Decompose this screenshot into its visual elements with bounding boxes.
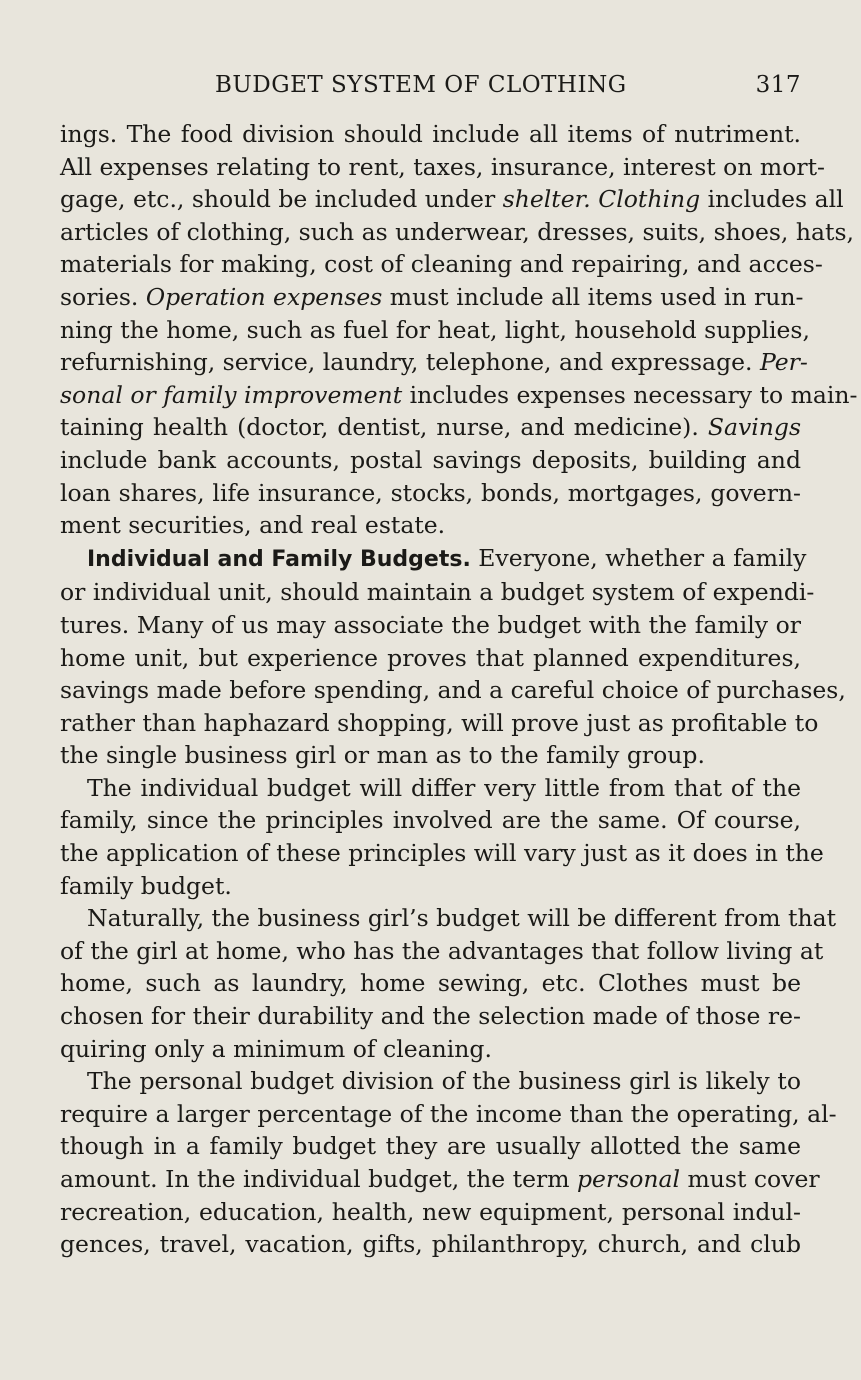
text-line (60, 216, 854, 249)
text-run: taining health (doctor, dentist, nurse, and medicine). (60, 413, 708, 442)
running-head-title: BUDGET SYSTEM OF CLOTHING (215, 72, 627, 98)
text-line (60, 609, 801, 642)
text-run: include bank accounts, postal savings deposits, building and (60, 445, 801, 474)
text-line (60, 1000, 801, 1033)
text-run: ning the home, such as fuel for heat, light, household supplies, (60, 315, 810, 344)
text-line (60, 542, 807, 577)
text-line (60, 281, 804, 314)
text-line (60, 248, 823, 281)
text-run: family, since the principles involved are the same. Of course, (60, 806, 801, 835)
text-line (60, 739, 801, 772)
text-run: The individual budget will differ very little from that of the (87, 773, 801, 802)
text-run: includes expenses necessary to main- (402, 380, 858, 409)
text-run: the single business girl or man as to the family group. (60, 741, 705, 770)
text-run: must include all items used in run- (382, 282, 804, 311)
text-run: though in a family budget they are usually allotted the same (60, 1132, 801, 1161)
text-line (60, 379, 858, 412)
text-line (60, 967, 801, 1000)
text-line (60, 1163, 820, 1196)
text-run: materials for making, cost of cleaning and repairing, and acces- (60, 250, 823, 279)
italic-term: personal (576, 1165, 681, 1193)
text-run: The personal budget division of the business girl is likely to (87, 1067, 801, 1096)
text-line (60, 477, 801, 510)
text-line (60, 183, 844, 216)
text-line (60, 1130, 801, 1163)
text-run: must cover (680, 1165, 820, 1193)
text-run: recreation, education, health, new equipment, personal indul- (60, 1197, 801, 1226)
text-run: All expenses relating to rent, taxes, insurance, interest on mort- (60, 152, 825, 181)
text-run: ment securities, and real estate. (60, 511, 446, 540)
text-run: family budget. (60, 871, 232, 900)
text-line (60, 346, 808, 379)
text-line (60, 772, 801, 805)
text-run: ings. The food division should include all items of nutriment. (60, 120, 801, 148)
text-line (60, 1098, 837, 1131)
text-line (60, 837, 824, 870)
text-run: gage, etc., should be included under (60, 185, 503, 214)
italic-term: sonal or family improvement (60, 380, 403, 409)
text-line (60, 804, 801, 837)
text-run: Everyone, whether a family (470, 543, 807, 572)
text-run: the application of these principles will vary just as it does in the (60, 839, 824, 868)
text-line (60, 118, 801, 151)
text-line (60, 151, 825, 184)
body-text (60, 118, 858, 1261)
text-run: refurnishing, service, laundry, telephone, and expressage. (60, 348, 760, 377)
text-run: Naturally, the business girl’s budget will be different from that (87, 904, 837, 933)
text-run: home unit, but experience proves that planned expenditures, (60, 643, 801, 672)
text-line (60, 935, 824, 968)
text-run: amount. In the individual budget, the term (60, 1165, 577, 1193)
text-line (60, 314, 810, 347)
text-line (60, 1196, 801, 1229)
text-line (60, 1065, 801, 1098)
text-run: sories. (60, 282, 146, 311)
italic-term: shelter. (502, 185, 591, 214)
text-run: of the girl at home, who has the advantages that follow living at (60, 936, 824, 965)
text-run: tures. Many of us may associate the budget with the family or (60, 610, 801, 639)
text-line (60, 1228, 801, 1261)
text-line (60, 411, 801, 444)
text-run: quiring only a minimum of cleaning. (60, 1034, 492, 1063)
text-line (60, 674, 846, 707)
italic-term: Per- (759, 348, 808, 377)
text-line (60, 1033, 801, 1066)
text-run: loan shares, life insurance, stocks, bonds, mortgages, govern- (60, 478, 801, 507)
text-run: home, such as laundry, home sewing, etc. Clothes must be (60, 969, 801, 998)
italic-term: Clothing (598, 185, 701, 214)
text-line (60, 509, 801, 542)
text-line (60, 576, 815, 609)
text-run: savings made before spending, and a careful choice of purchases, (60, 676, 846, 705)
text-run: includes all (700, 185, 844, 214)
page-number: 317 (755, 72, 801, 98)
running-head (60, 72, 801, 108)
text-run: require a larger percentage of the income than the operating, al- (60, 1099, 837, 1128)
text-run: chosen for their durability and the selection made of those re- (60, 1002, 801, 1031)
text-run: rather than haphazard shopping, will prove just as profitable to (60, 708, 819, 737)
text-run: articles of clothing, such as underwear, dresses, suits, shoes, hats, (60, 217, 854, 246)
italic-term: Operation expenses (145, 282, 383, 311)
text-run: gences, travel, vacation, gifts, philanthropy, church, and club (60, 1230, 801, 1259)
text-line (60, 642, 801, 675)
text-line (60, 902, 837, 935)
text-line (60, 870, 801, 903)
text-line (60, 707, 819, 740)
italic-term: Savings (707, 413, 801, 442)
text-run: or individual unit, should maintain a budget system of expendi- (60, 578, 815, 607)
section-heading: Individual and Family Budgets. (87, 546, 471, 572)
text-line (60, 444, 801, 477)
